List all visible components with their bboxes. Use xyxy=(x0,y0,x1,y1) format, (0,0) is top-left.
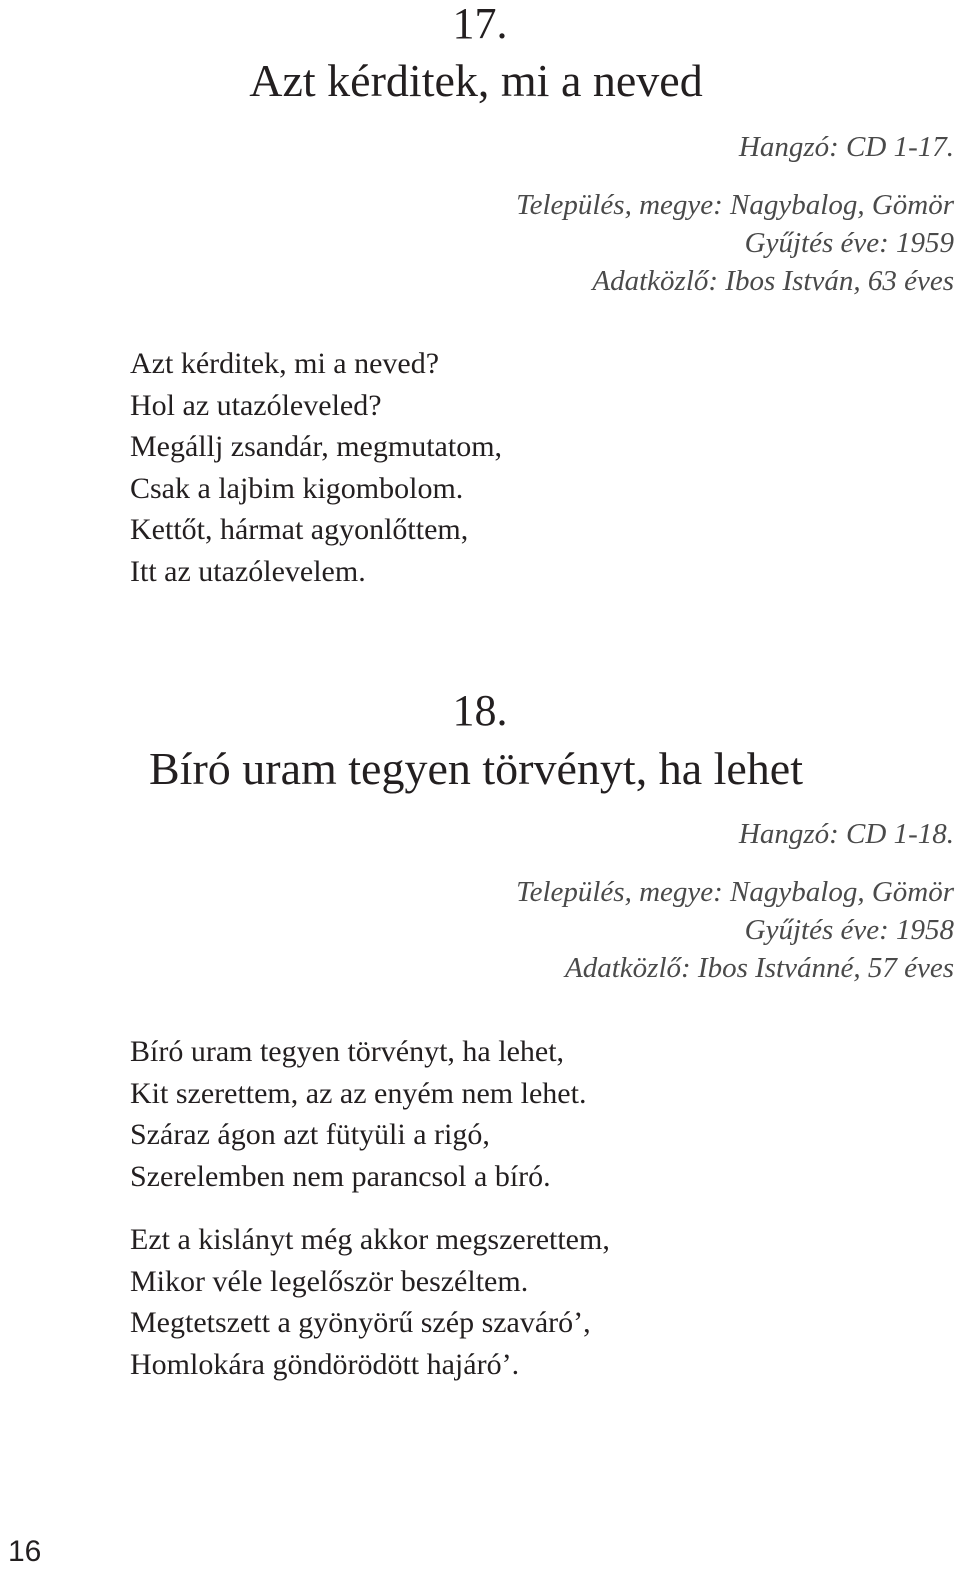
verse-line: Megállj zsandár, megmutatom, xyxy=(130,430,503,463)
location: Település, megye: Nagybalog, Gömör xyxy=(516,189,954,221)
verse-line: Kit szerettem, az az enyém nem lehet. xyxy=(130,1076,587,1110)
verse-line: Homlokára göndörödött hajáró’. xyxy=(130,1347,520,1381)
verse-line: Azt kérditek, mi a neved? xyxy=(130,347,440,380)
collection-year: Gyűjtés éve: 1958 xyxy=(744,914,954,946)
song-metadata xyxy=(516,815,954,987)
informant: Adatközlő: Ibos Istvánné, 57 éves xyxy=(565,952,954,984)
verse-line: Hol az utazóleveled? xyxy=(130,388,382,422)
collection-year: Gyűjtés éve: 1959 xyxy=(744,227,954,259)
song-title: Bíró uram tegyen törvényt, ha lehet xyxy=(148,743,804,794)
verse-line: Ezt a kislányt még akkor megszerettem, xyxy=(130,1223,610,1256)
page-number: 16 xyxy=(8,1535,42,1568)
verse-line: Csak a lajbim kigombolom. xyxy=(130,471,464,505)
verse-line: Bíró uram tegyen törvényt, ha lehet, xyxy=(130,1035,565,1068)
song-number: 18. xyxy=(452,686,508,735)
song-lyrics xyxy=(130,1031,610,1385)
audio-reference: Hangzó: CD 1-17. xyxy=(738,131,954,163)
song-title: Azt kérditek, mi a neved xyxy=(249,55,703,106)
audio-reference: Hangzó: CD 1-18. xyxy=(738,818,954,850)
verse-line: Szerelemben nem parancsol a bíró. xyxy=(130,1159,551,1193)
verse-line: Mikor véle legelőször beszéltem. xyxy=(130,1264,529,1298)
verse-line: Itt az utazólevelem. xyxy=(130,554,366,588)
song-number: 17. xyxy=(452,0,508,48)
song-metadata xyxy=(516,128,954,300)
verse-line: Kettőt, hármat agyonlőttem, xyxy=(130,513,469,546)
verse-line: Száraz ágon azt fütyüli a rigó, xyxy=(130,1118,490,1151)
song-lyrics xyxy=(130,343,502,592)
location: Település, megye: Nagybalog, Gömör xyxy=(516,876,954,908)
verse-line: Megtetszett a gyönyörű szép szaváró’, xyxy=(130,1306,591,1339)
informant: Adatközlő: Ibos István, 63 éves xyxy=(592,265,954,297)
